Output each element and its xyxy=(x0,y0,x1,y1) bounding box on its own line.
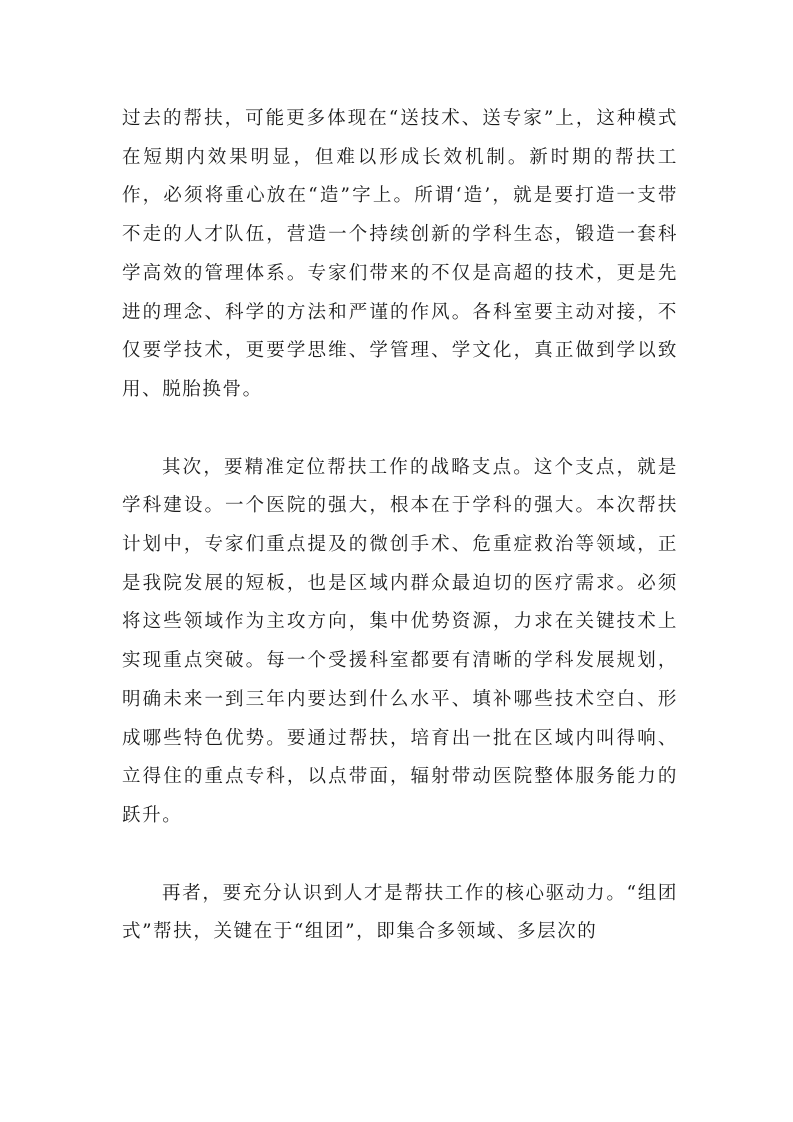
paragraph-talent: 再者，要充分认识到人才是帮扶工作的核心驱动力。“组团式”帮扶，关键在于“组团”，即集合多领域、多层次的 xyxy=(122,882,678,943)
paragraph-continuation: 过去的帮扶，可能更多体现在“送技术、送专家”上，这种模式在短期内效果明显，但难以形成长效机制。新时期的帮扶工作，必须将重心放在“造”字上。所谓‘造’，就是要打造一支带不走的人才队伍，营造一个持续创新的学科生态，锻造一套科学高效的管理体系。专家们带来的不仅是高超的技术，更是先进的理念、科学的方法和严谨的作风。各科室要主动对接，不仅要学技术，更要学思维、学管理、学文化，真正做到学以致用、脱胎换骨。 xyxy=(122,108,678,400)
paragraph-discipline-building: 其次，要精准定位帮扶工作的战略支点。这个支点，就是学科建设。一个医院的强大，根本在于学科的强大。本次帮扶计划中，专家们重点提及的微创手术、危重症救治等领域，正是我院发展的短板，也是区域内群众最迫切的医疗需求。必须将这些领域作为主攻方向，集中优势资源，力求在关键技术上实现重点突破。每一个受援科室都要有清晰的学科发展规划，明确未来一到三年内要达到什么水平、填补哪些技术空白、形成哪些特色优势。要通过帮扶，培育出一批在区域内叫得响、立得住的重点专科，以点带面，辐射带动医院整体服务能力的跃升。 xyxy=(122,456,678,826)
document-body xyxy=(122,100,678,952)
